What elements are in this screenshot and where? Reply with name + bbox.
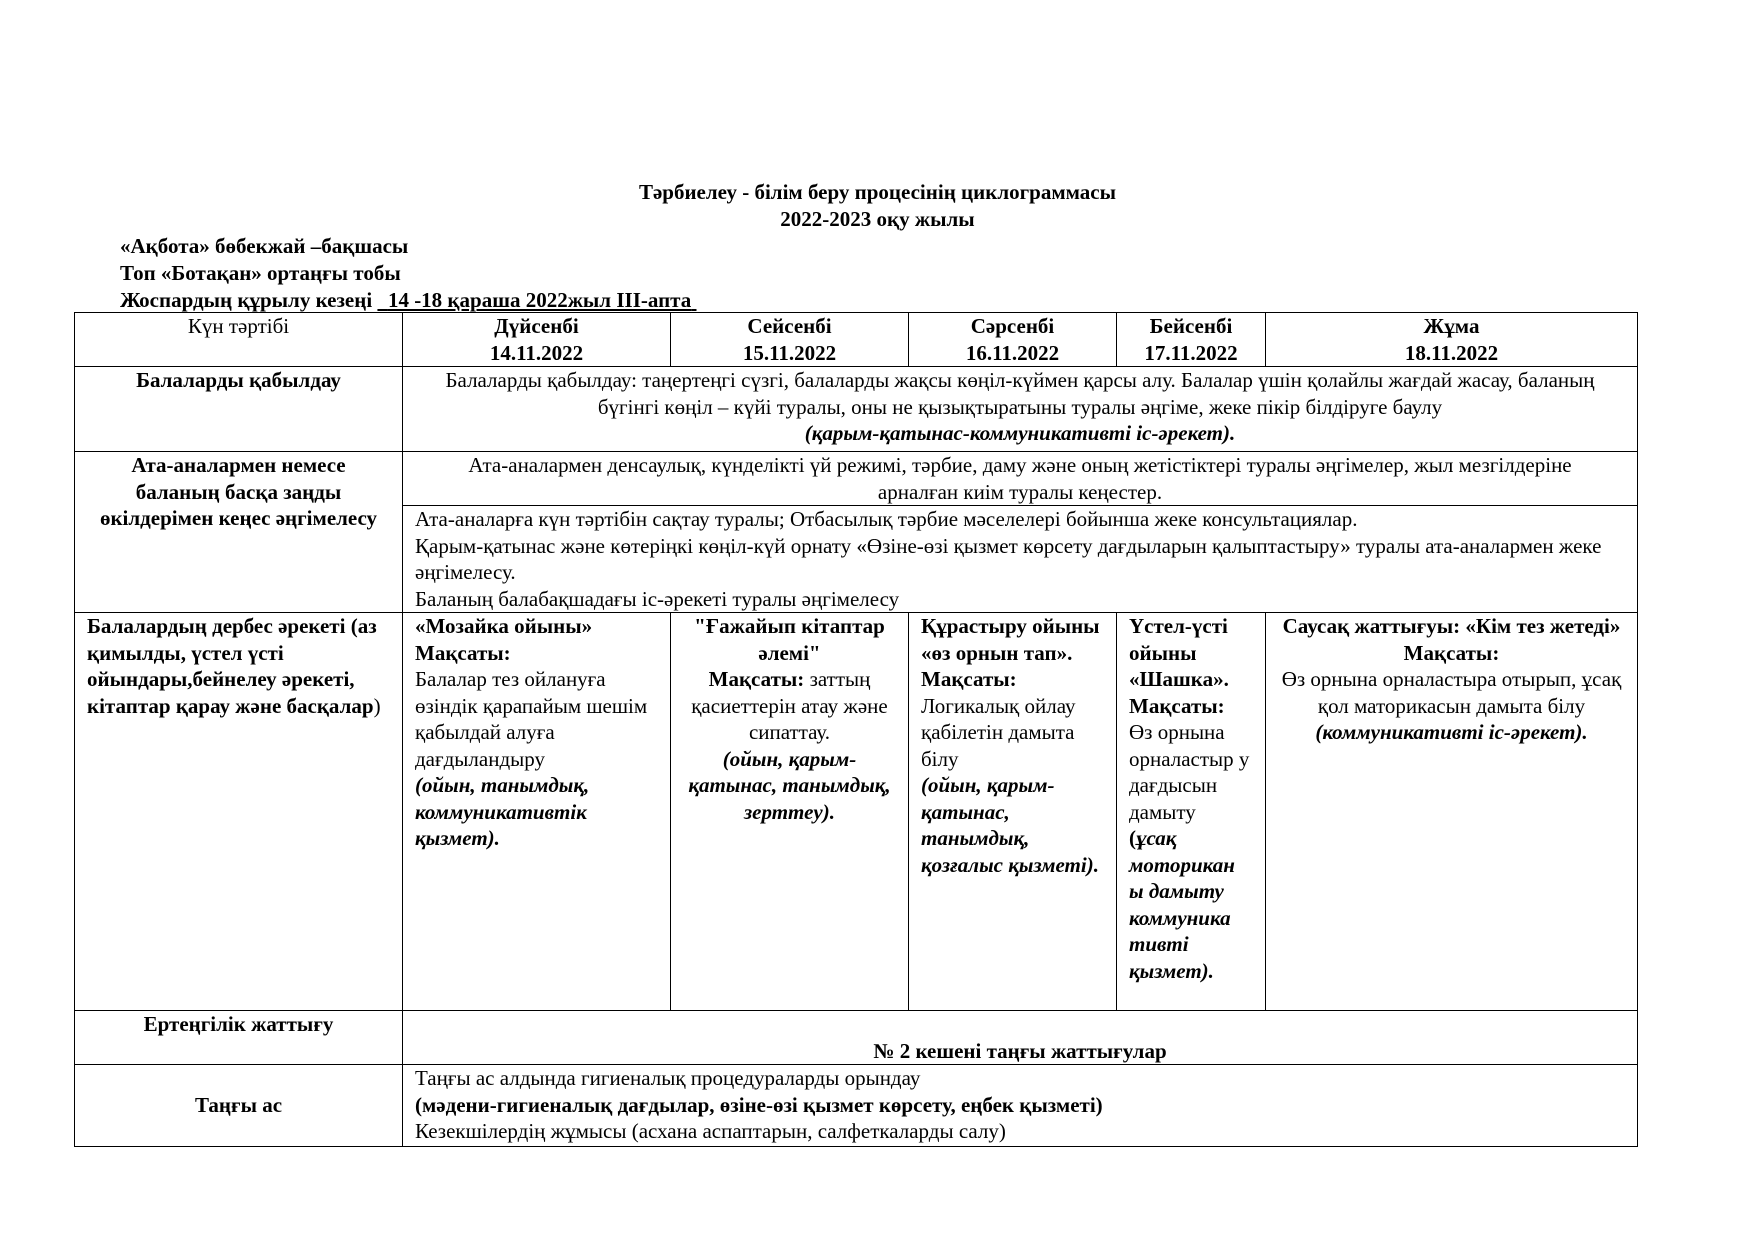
column-header-schedule: Күн тәртібі bbox=[75, 313, 403, 367]
friday-activity-cell: Саусақ жаттығуы: «Кім тез жетеді» Мақсаты: Өз орнына орналастыра отырып, ұсақ қол маторикасын дамыта білу (коммуникативті іс-әрекет). bbox=[1266, 613, 1638, 1011]
schedule-table bbox=[74, 312, 1638, 1147]
kindergarten-name: «Ақбота» бөбекжай –бақшасы bbox=[120, 234, 409, 258]
row-label-breakfast: Таңғы ас bbox=[75, 1065, 403, 1147]
row-label-independent-activity: Балалардың дербес әрекеті (аз қимылды, үстел үсті ойындары,бейнелеу әрекеті, кітаптар қарау және басқалар) bbox=[75, 613, 403, 1011]
row-label-reception: Балаларды қабылдау bbox=[75, 367, 403, 452]
row-label-parents: Ата-аналармен немесе баланың басқа заңды өкілдерімен кеңес әңгімелесу bbox=[75, 452, 403, 613]
table-row-breakfast bbox=[75, 1065, 1638, 1147]
morning-exercise-content: № 2 кешені таңғы жаттығулар bbox=[403, 1011, 1638, 1065]
table-header-row bbox=[75, 313, 1638, 367]
parents-consultation-topics: Ата-аналармен денсаулық, күнделікті үй режимі, тәрбие, даму және оның жетістіктері туралы әңгімелер, жыл мезгілдеріне арналған киім туралы кеңестер. bbox=[403, 452, 1638, 506]
column-header-thursday: Бейсенбі 17.11.2022 bbox=[1117, 313, 1266, 367]
row-label-morning-exercise: Ертеңгілік жаттығу bbox=[75, 1011, 403, 1065]
monday-activity-cell: «Мозайка ойыны» Мақсаты: Балалар тез ойлануға өзіндік қарапайым шешім қабылдай алуға дағдыландыру (ойын, танымдық, коммуникативтік қызмет). bbox=[403, 613, 671, 1011]
column-header-friday: Жұма 18.11.2022 bbox=[1266, 313, 1638, 367]
breakfast-content: Таңғы ас алдында гигиеналық процедураларды орындау (мәдени-гигиеналық дағдылар, өзіне-өзі қызмет көрсету, еңбек қызметі) Кезекшілердің жұмысы (асхана аспаптарын, салфеткаларды салу) bbox=[403, 1065, 1638, 1147]
table-row-reception bbox=[75, 367, 1638, 452]
planning-period bbox=[120, 287, 697, 313]
column-header-monday: Дүйсенбі 14.11.2022 bbox=[403, 313, 671, 367]
wednesday-activity-cell: Құрастыру ойыны «өз орнын тап». Мақсаты: Логикалық ойлау қабілетін дамыта білу (ойын, қарым-қатынас, танымдық, қозғалыс қызметі). bbox=[909, 613, 1117, 1011]
tuesday-activity-cell: "Ғажайып кітаптар әлемі" Мақсаты: заттың қасиеттерін атау және сипаттау. (ойын, қарым-қатынас, танымдық, зерттеу). bbox=[671, 613, 909, 1011]
column-header-wednesday: Сәрсенбі 16.11.2022 bbox=[909, 313, 1117, 367]
reception-content: Балаларды қабылдау: таңертеңгі сүзгі, балаларды жақсы көңіл-күймен қарсы алу. Балалар үшін қолайлы жағдай жасау, баланың бүгінгі көңіл – күйі туралы, оны не қызықтыратыны туралы әңгіме, жеке пікір білдіруге баулу (қарым-қатынас-коммуникативті іс-әрекет). bbox=[403, 367, 1638, 452]
document-title: Тәрбиелеу - білім беру процесінің циклограммасы bbox=[638, 180, 1117, 204]
column-header-tuesday: Сейсенбі 15.11.2022 bbox=[671, 313, 909, 367]
table-row-parents bbox=[75, 452, 1638, 506]
period-value: 14 -18 қараша 2022жыл ІІІ-апта bbox=[387, 288, 692, 312]
table-row-morning-exercise bbox=[75, 1011, 1638, 1065]
table-row-independent-activity bbox=[75, 613, 1638, 1011]
parents-consultation-details: Ата-аналарға күн тәртібін сақтау туралы; Отбасылық тәрбие мәселелері бойынша жеке консультациялар. Қарым-қатынас және көтеріңкі көңіл-күй орнату «Өзіне-өзі қызмет көрсету дағдыларын қалыптастыру» туралы ата-аналармен жеке әңгімелесу. Баланың балабақшадағы іс-әрекеті туралы әңгімелесу bbox=[403, 506, 1638, 613]
thursday-activity-cell: Үстел-үсті ойыны «Шашка». Мақсаты: Өз орнына орналастыр у дағдысын дамыту (ұсақ моторикан ы дамыту коммуника тивті қызмет). bbox=[1117, 613, 1266, 1011]
period-label: Жоспардың құрылу кезеңі bbox=[120, 288, 373, 312]
group-name: Топ «Ботақан» ортаңғы тобы bbox=[120, 261, 401, 285]
academic-year: 2022-2023 оқу жылы bbox=[780, 207, 975, 231]
